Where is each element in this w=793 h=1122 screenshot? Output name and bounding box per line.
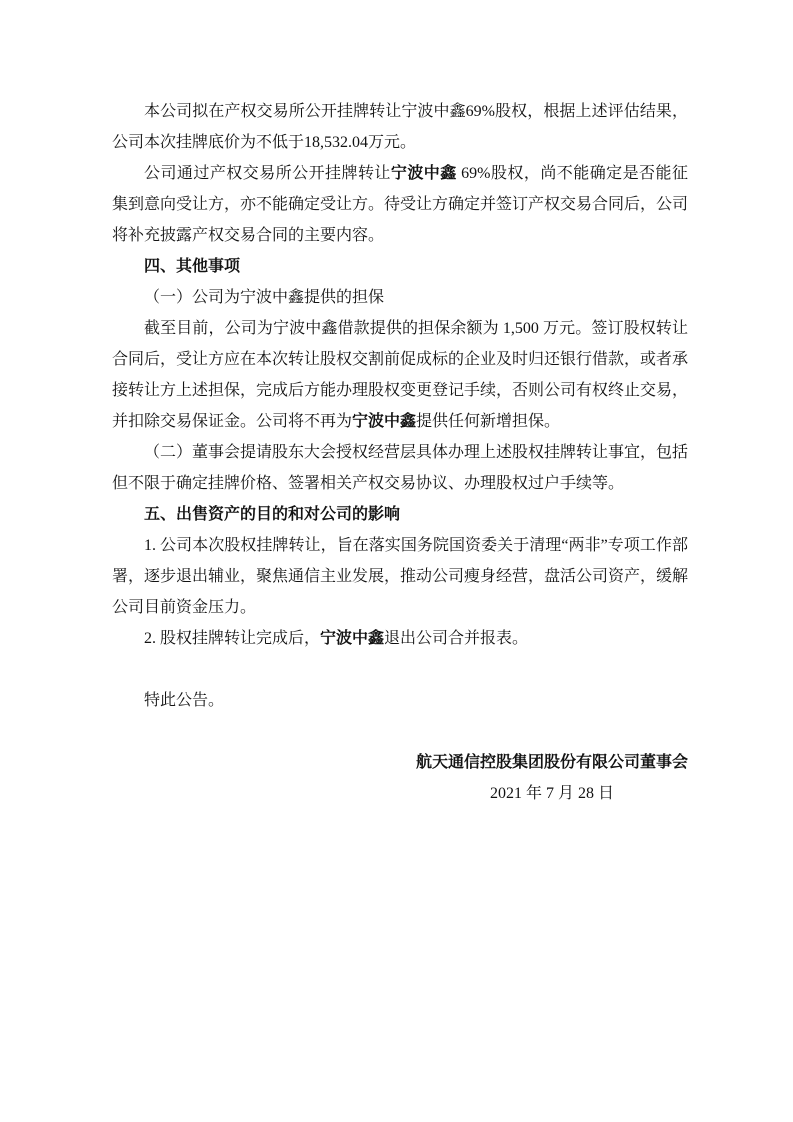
text-run: 截至目前，公司为宁波中鑫借款提供的担保余额为 1,500 万元。签订股权转让合同后，受让方应在本次转让股权交割前促成标的企业及时归还银行借款，或者承接转让方上述担保，完成后方能办理股权变更登记手续，否则公司有权终止交易，并扣除交易保证金。公司将不再为 [112, 320, 689, 430]
blank-line [112, 654, 688, 685]
text-run: 69%股权，尚不能确定是否能征集到意向受让方，亦不能确定受让方。待受让方确定并签订产权交易合同后，公司将补充披露产权交易合同的主要内容。 [112, 165, 689, 244]
paragraph [112, 158, 688, 251]
text-run: 1. 公司本次股权挂牌转让，旨在落实国务院国资委关于清理“两非”专项工作部署，逐步退出辅业，聚焦通信主业发展，推动公司瘦身经营，盘活公司资产，缓解公司目前资金压力。 [112, 537, 689, 616]
emphasized-text-run: 宁波中鑫 [390, 165, 457, 182]
signature-inner [416, 747, 688, 809]
paragraph [112, 96, 688, 158]
emphasized-text-run: 宁波中鑫 [320, 630, 385, 647]
section-heading [112, 499, 688, 530]
text-run: 退出公司合并报表。 [384, 630, 529, 647]
signature-date: 2021 年 7 月 28 日 [489, 785, 614, 802]
text-run: 特此公告。 [144, 692, 225, 709]
text-run: 2. 股权挂牌转让完成后， [144, 630, 321, 647]
document-body [112, 96, 688, 716]
paragraph [112, 623, 688, 654]
paragraph [112, 437, 688, 499]
text-run: （一）公司为宁波中鑫提供的担保 [144, 289, 385, 306]
section-heading [112, 251, 688, 282]
emphasized-text-run: 宁波中鑫 [352, 413, 417, 430]
text-run: 提供任何新增担保。 [416, 413, 561, 430]
signature-block [112, 747, 688, 809]
text-run: 公司通过产权交易所公开挂牌转让 [144, 165, 391, 182]
paragraph [112, 282, 688, 313]
paragraph [112, 685, 688, 716]
paragraph [112, 313, 688, 437]
text-run: 本公司拟在产权交易所公开挂牌转让宁波中鑫69%股权，根据上述评估结果，公司本次挂牌底价为不低于18,532.04万元。 [112, 103, 688, 151]
text-run: 四、其他事项 [144, 258, 241, 275]
paragraph [112, 530, 688, 623]
signature-company: 航天通信控股集团股份有限公司董事会 [415, 754, 688, 771]
text-run: 五、出售资产的目的和对公司的影响 [144, 506, 401, 523]
text-run: （二）董事会提请股东大会授权经营层具体办理上述股权挂牌转让事宜，包括但不限于确定挂牌价格、签署相关产权交易协议、办理股权过户手续等。 [112, 444, 689, 492]
